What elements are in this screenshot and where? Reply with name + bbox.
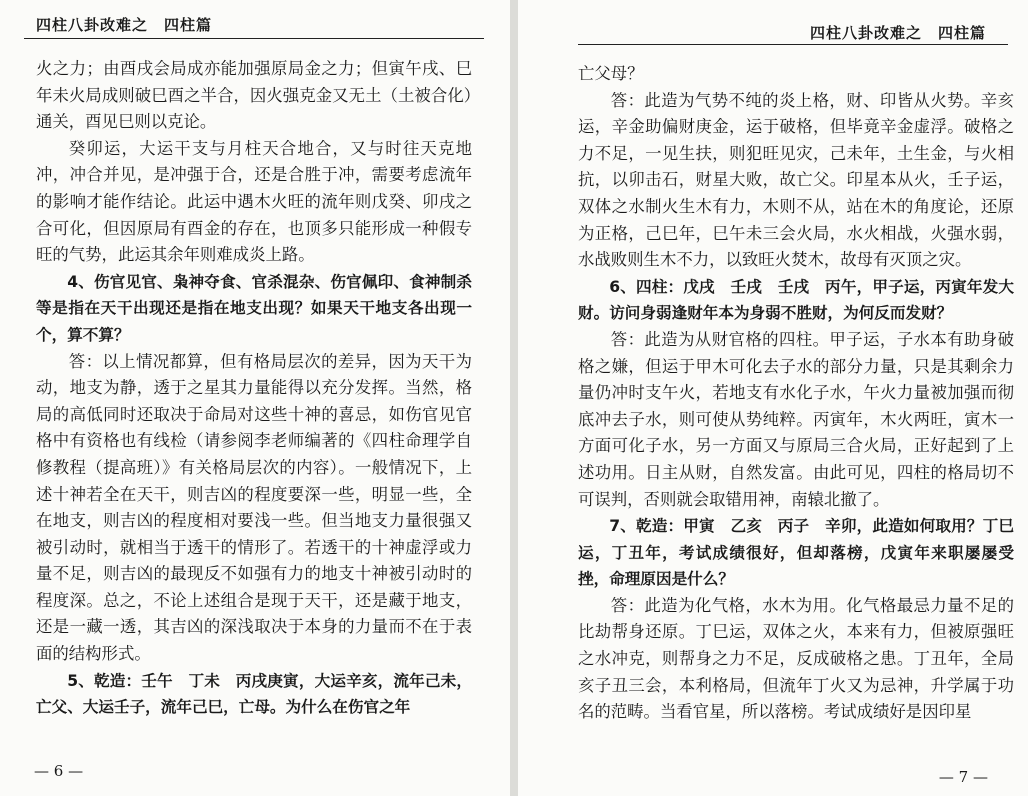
question-heading: 4、伤官见官、枭神夺食、官杀混杂、伤官佩印、食神制杀等是指在天干出现还是指在地支出现？如果天干地支各出现一个，算不算？ [36, 272, 472, 344]
header-rule [24, 38, 484, 39]
book-gutter [510, 0, 518, 796]
paragraph: 答：以上情况都算，但有格局层次的差异，因为天干为动，地支为静，透于之星其力量能得以充分发挥。当然，格局的高低同时还取决于命局对这些十神的喜忌，如伤官见官格中有资格也有线检（请参阅李老师编著的《四柱命理学自修教程（提高班）》有关格局层次的内容）。一般情况下，上述十神若全在天干，则吉凶的程度要深一些，明显一些，全在地支，则吉凶的程度相对要浅一些。但当地支力量很强又被引动时，就相当于透干的情形了。若透干的十神虚浮或力量不足，则吉凶的最现反不如强有力的地支十神被引动时的程度深。总之，不论上述组合是现于天干，还是藏于地支，还是一藏一透，其吉凶的深浅取决于本身的力量而不在于表面的结构形式。 [36, 351, 472, 664]
left-page [0, 0, 510, 796]
page-body [578, 61, 1014, 726]
question-heading: 6、四柱：戊戌 壬戌 壬戌 丙午，甲子运，丙寅年发大财。访问身弱逢财年本为身弱不胜财，为何反而发财？ [578, 277, 1014, 323]
paragraph: 答：此造为化气格，水木为用。化气格最忌力量不足的比劫帮身还原。丁巳运，双体之火，本来有力，但被原强旺之水冲克，则帮身之力不足，反成破格之患。丁丑年，全局亥子丑三会，本利格局，但流年丁火又为忌神，升学属于功名的范畴。当看官星，所以落榜。考试成绩好是因印星 [578, 595, 1014, 722]
header-rule [578, 44, 1008, 45]
page-number: — 7 — [938, 768, 988, 786]
running-head: 四柱八卦改难之 四柱篇 [809, 24, 986, 42]
page-body [36, 56, 472, 721]
right-page [518, 0, 1028, 796]
paragraph: 亡父母？ [578, 64, 644, 83]
paragraph: 答：此造为从财官格的四柱。甲子运，子水本有助身破格之嫌，但运于甲木可化去子水的部分力量，只是其剩余力量仍冲时支午火，若地支有水化子水，午火力量被加强而彻底冲去子水，则可使从势纯粹。丙寅年，木火两旺，寅木一方面可化子水，另一方面又与原局三合火局，正好起到了上述功用。日主从财，自然发富。由此可见，四柱的格局切不可误判，否则就会取错用神，南辕北撤了。 [578, 329, 1014, 509]
paragraph: 火之力；由酉戌会局成亦能加强原局金之力；但寅午戌、巳年未火局成则破巳酉之半合，因火强克金又无土（土被合化）通关，酉见巳则以克论。 [36, 59, 472, 132]
question-heading: 5、乾造：壬午 丁未 丙戌庚寅，大运辛亥，流年己未，亡父、大运壬子，流年己巳，亡母。为什么在伤官之年 [36, 671, 472, 717]
running-head: 四柱八卦改难之 四柱篇 [36, 16, 213, 34]
page-number: — 6 — [34, 762, 84, 780]
question-heading: 7、乾造：甲寅 乙亥 丙子 辛卯，此造如何取用？丁巳运，丁丑年，考试成绩很好，但却落榜，戊寅年来职屡屡受挫，命理原因是什么？ [578, 517, 1014, 589]
paragraph: 答：此造为气势不纯的炎上格，财、印皆从火势。辛亥运，辛金助偏财庚金，运于破格，但毕竟辛金虚浮。破格之力不足，一见生扶，则犯旺见灾，己未年，土生金，与火相抗，以卯击石，财星大败，故亡父。印星本从火，壬子运，双体之水制火生木有力，木则不从，站在木的角度论，还原为正格，己巳年，巳午未三会火局，水火相战，火强水弱，水战败则生木不力，以致旺火焚木，故母有灭顶之灾。 [578, 90, 1014, 270]
paragraph: 癸卯运，大运干支与月柱天合地合，又与时往天克地冲，冲合并见，是冲强于合，还是合胜于冲，需要考虑流年的影响才能作结论。此运中遇木火旺的流年则戊癸、卯戌之合可化，但因原局有酉金的存在，也顶多只能形成一种假专旺的气势，此运其余年则难成炎上路。 [36, 138, 472, 265]
